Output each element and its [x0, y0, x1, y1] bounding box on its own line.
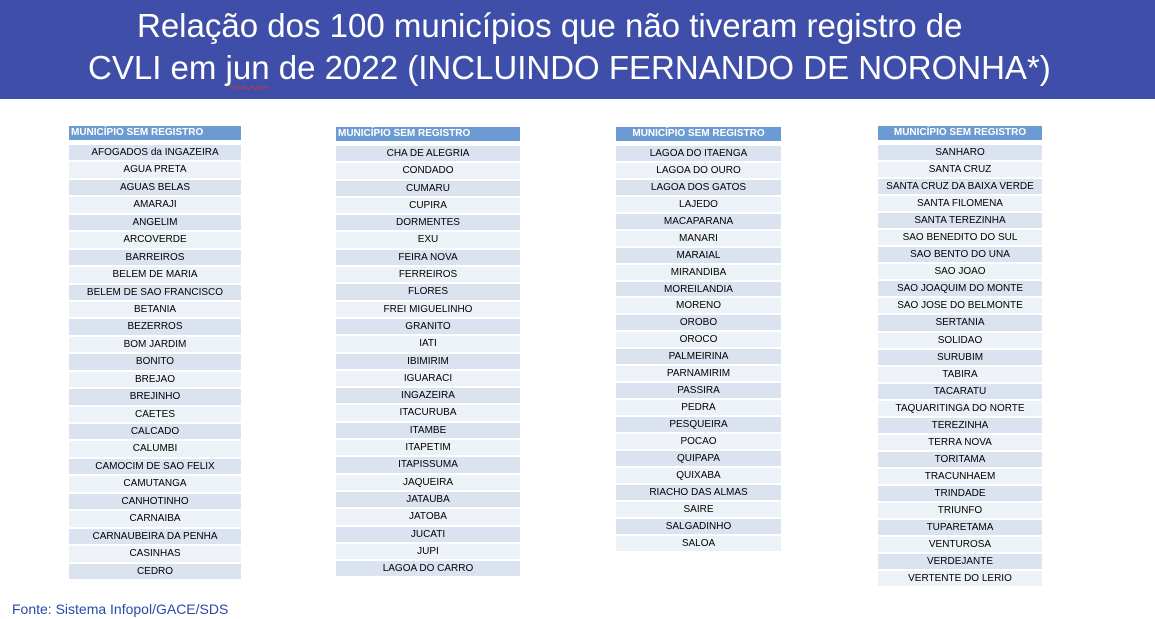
list-item: FREI MIGUELINHO [336, 300, 520, 317]
municipality-list-2 [336, 127, 520, 576]
list-item: TEREZINHA [878, 416, 1042, 433]
list-item: SURUBIM [878, 348, 1042, 365]
list-item: QUIPAPA [616, 449, 781, 466]
title-banner [0, 0, 1155, 99]
title-line-2-jun: jun [225, 49, 270, 86]
list-item: MORENO [616, 296, 781, 313]
list-item: SANTA TEREZINHA [878, 211, 1042, 228]
list-item: PASSIRA [616, 381, 781, 398]
title-line-2 [88, 48, 1051, 88]
list-item: JUCATI [336, 525, 520, 542]
municipality-list-1 [69, 126, 241, 579]
list-item: ITAPETIM [336, 438, 520, 455]
list-item: JUPI [336, 542, 520, 559]
list-item: FLORES [336, 282, 520, 299]
list-item: BOM JARDIM [69, 335, 241, 352]
list-item: SAO JOAQUIM DO MONTE [878, 279, 1042, 296]
list-item: TABIRA [878, 365, 1042, 382]
list-item: MIRANDIBA [616, 263, 781, 280]
list-item: SAO JOAO [878, 262, 1042, 279]
list-item: LAGOA DOS GATOS [616, 178, 781, 195]
list-item: CARNAIBA [69, 509, 241, 526]
list-item: CEDRO [69, 562, 241, 579]
list-item: BEZERROS [69, 317, 241, 334]
list-item: RIACHO DAS ALMAS [616, 483, 781, 500]
list-item: BONITO [69, 352, 241, 369]
list-item: CAETES [69, 405, 241, 422]
list-item: OROCO [616, 330, 781, 347]
list-item: FEIRA NOVA [336, 248, 520, 265]
list-item: JATAUBA [336, 490, 520, 507]
list-item: SALOA [616, 534, 781, 551]
list-item: BELEM DE MARIA [69, 265, 241, 282]
list-item: CARNAUBEIRA DA PENHA [69, 527, 241, 544]
list-item: BREJINHO [69, 387, 241, 404]
list-item: CUPIRA [336, 196, 520, 213]
list-item: AGUAS BELAS [69, 178, 241, 195]
list-item: SOLIDAO [878, 331, 1042, 348]
list-header: MUNICÍPIO SEM REGISTRO [616, 127, 781, 141]
list-item: TERRA NOVA [878, 433, 1042, 450]
list-item: CONDADO [336, 161, 520, 178]
list-item: SANTA FILOMENA [878, 194, 1042, 211]
list-item: LAGOA DO CARRO [336, 559, 520, 576]
title-line-2-start: CVLI em [88, 49, 226, 86]
list-item: PALMEIRINA [616, 347, 781, 364]
list-item: AGUA PRETA [69, 160, 241, 177]
list-item: SAIRE [616, 500, 781, 517]
list-item: PEDRA [616, 398, 781, 415]
list-item: LAJEDO [616, 195, 781, 212]
list-item: OROBO [616, 313, 781, 330]
list-item: SERTANIA [878, 313, 1042, 330]
title-line-2-end: de 2022 (INCLUINDO FERNANDO DE NORONHA*) [269, 49, 1051, 86]
list-item: ITAMBE [336, 421, 520, 438]
list-item: BREJAO [69, 370, 241, 387]
list-item: QUIXABA [616, 466, 781, 483]
list-item: CANHOTINHO [69, 492, 241, 509]
list-item: SALGADINHO [616, 517, 781, 534]
list-item: TAQUARITINGA DO NORTE [878, 399, 1042, 416]
list-item: CUMARU [336, 179, 520, 196]
list-item: VERDEJANTE [878, 552, 1042, 569]
list-item: TRACUNHAEM [878, 467, 1042, 484]
list-item: MACAPARANA [616, 212, 781, 229]
list-item: SAO BENTO DO UNA [878, 245, 1042, 262]
list-item: TORITAMA [878, 450, 1042, 467]
list-item: IBIMIRIM [336, 352, 520, 369]
list-item: IATI [336, 334, 520, 351]
list-item: CALCADO [69, 422, 241, 439]
list-item: CAMOCIM DE SAO FELIX [69, 457, 241, 474]
list-item: SANHARO [878, 143, 1042, 160]
municipality-list-3 [616, 127, 781, 551]
list-item: INGAZEIRA [336, 386, 520, 403]
list-item: ANGELIM [69, 213, 241, 230]
list-header: MUNICÍPIO SEM REGISTRO [69, 126, 241, 140]
list-item: SANTA CRUZ DA BAIXA VERDE [878, 177, 1042, 194]
list-item: VENTUROSA [878, 535, 1042, 552]
list-item: CAMUTANGA [69, 474, 241, 491]
list-item: CHA DE ALEGRIA [336, 144, 520, 161]
list-item: MARAIAL [616, 246, 781, 263]
list-item: SANTA CRUZ [878, 160, 1042, 177]
list-item: BELEM DE SAO FRANCISCO [69, 283, 241, 300]
list-item: SAO BENEDITO DO SUL [878, 228, 1042, 245]
list-item: TACARATU [878, 382, 1042, 399]
list-item: TRIUNFO [878, 501, 1042, 518]
list-header: MUNICÍPIO SEM REGISTRO [336, 127, 520, 141]
list-item: AMARAJI [69, 195, 241, 212]
list-item: AFOGADOS da INGAZEIRA [69, 143, 241, 160]
list-item: POCAO [616, 432, 781, 449]
list-item: ITAPISSUMA [336, 455, 520, 472]
list-item: SAO JOSE DO BELMONTE [878, 296, 1042, 313]
list-item: LAGOA DO OURO [616, 161, 781, 178]
list-item: ITACURUBA [336, 403, 520, 420]
list-item: CASINHAS [69, 544, 241, 561]
list-item: BETANIA [69, 300, 241, 317]
list-item: LAGOA DO ITAENGA [616, 144, 781, 161]
list-item: MANARI [616, 229, 781, 246]
list-item: VERTENTE DO LERIO [878, 569, 1042, 586]
list-item: CALUMBI [69, 439, 241, 456]
list-item: TUPARETAMA [878, 518, 1042, 535]
list-item: EXU [336, 230, 520, 247]
list-item: JAQUEIRA [336, 473, 520, 490]
list-item: JATOBA [336, 507, 520, 524]
title-line-1: Relação dos 100 municípios que não tiveram registro de [137, 7, 963, 44]
list-item: BARREIROS [69, 248, 241, 265]
list-header: MUNICÍPIO SEM REGISTRO [878, 126, 1042, 140]
list-item: TRINDADE [878, 484, 1042, 501]
list-item: ARCOVERDE [69, 230, 241, 247]
list-item: DORMENTES [336, 213, 520, 230]
list-item: IGUARACI [336, 369, 520, 386]
municipality-list-4 [878, 126, 1042, 586]
source-footer: Fonte: Sistema Infopol/GACE/SDS [12, 601, 229, 617]
list-item: PESQUEIRA [616, 415, 781, 432]
list-item: MOREILANDIA [616, 280, 781, 297]
list-item: FERREIROS [336, 265, 520, 282]
list-item: PARNAMIRIM [616, 364, 781, 381]
list-item: GRANITO [336, 317, 520, 334]
